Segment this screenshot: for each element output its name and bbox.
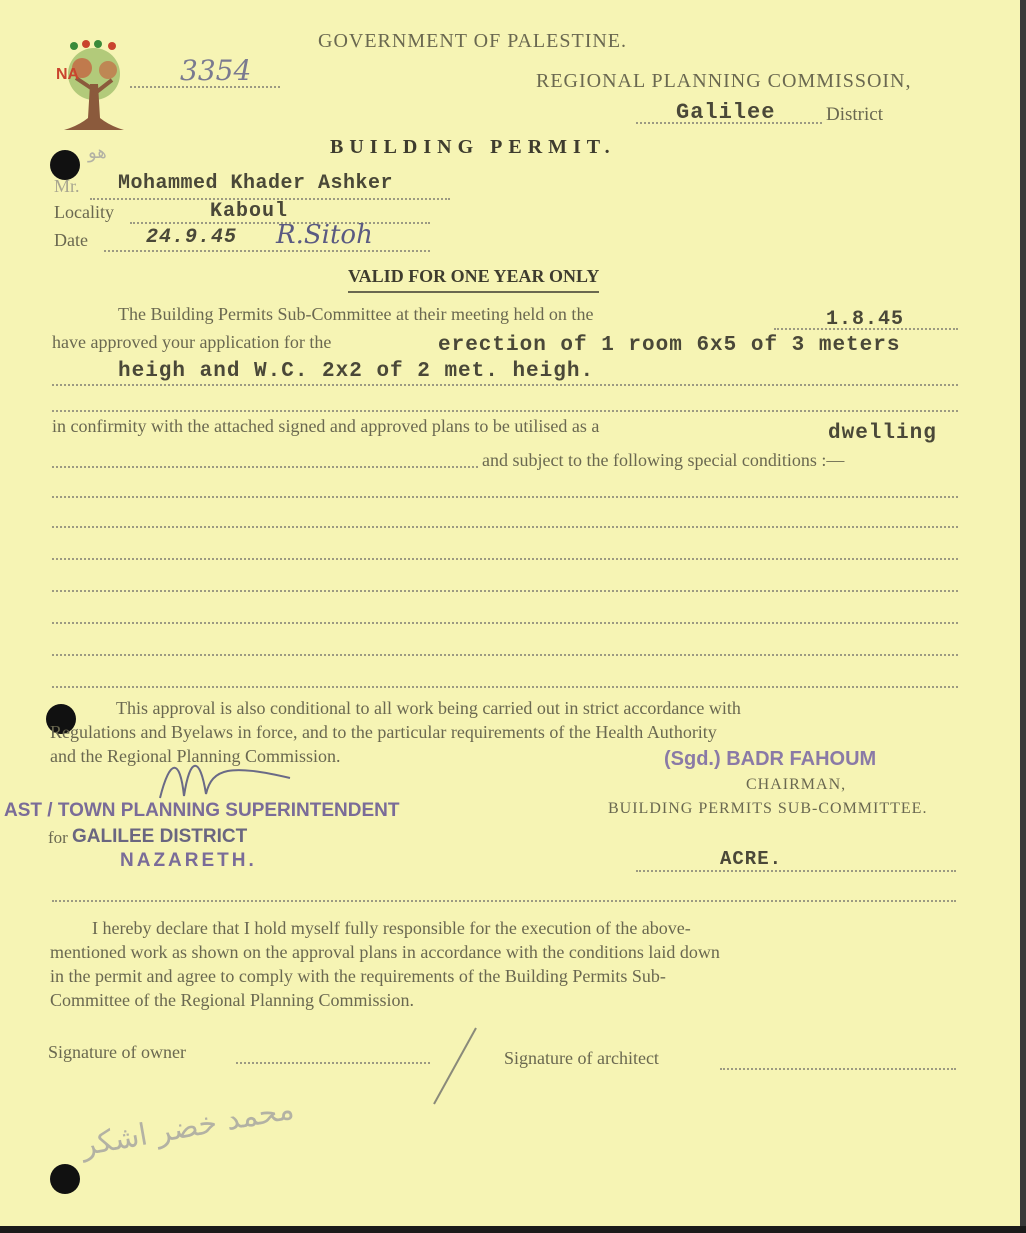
superintendent-stamp-line-3: NAZARETH. bbox=[120, 850, 257, 871]
meeting-date: 1.8.45 bbox=[826, 308, 905, 331]
district-value: Galilee bbox=[676, 100, 776, 125]
scan-edge-bottom bbox=[0, 1226, 1026, 1233]
condition-line bbox=[52, 526, 958, 528]
arabic-note: هو bbox=[88, 142, 107, 163]
owner-signature-line bbox=[236, 1062, 430, 1064]
use-value: dwelling bbox=[828, 422, 937, 445]
locality-value: Kaboul bbox=[210, 200, 289, 223]
superintendent-stamp-line-1: AST / TOWN PLANNING SUPERINTENDENT bbox=[4, 800, 400, 821]
committee-name: BUILDING PERMITS SUB-COMMITTEE. bbox=[608, 800, 928, 817]
place-line bbox=[636, 870, 956, 872]
architect-signature-line bbox=[720, 1068, 956, 1070]
punch-hole-bottom bbox=[50, 1164, 80, 1194]
declaration-line-4: Committee of the Regional Planning Commission. bbox=[50, 990, 414, 1010]
application-underline-1 bbox=[52, 384, 958, 386]
chairman-place: ACRE. bbox=[720, 848, 783, 870]
chairman-stamp: (Sgd.) BADR FAHOUM bbox=[664, 748, 877, 770]
superintendent-signature bbox=[150, 748, 300, 808]
conditions-text: and subject to the following special conditions :— bbox=[482, 450, 845, 470]
logo-text: NA bbox=[56, 66, 80, 83]
name-prefix: Mr. bbox=[54, 176, 80, 196]
locality-label: Locality bbox=[54, 202, 114, 222]
declaration-line-3: in the permit and agree to comply with the requirements of the Building Permits Sub- bbox=[50, 966, 666, 986]
approval-line-3: and the Regional Planning Commission. bbox=[50, 746, 341, 766]
superintendent-for: for bbox=[48, 828, 68, 847]
condition-line bbox=[52, 622, 958, 624]
condition-line bbox=[52, 558, 958, 560]
date-signature: R.Sitoh bbox=[276, 220, 373, 250]
application-line-1: erection of 1 room 6x5 of 3 meters bbox=[438, 334, 901, 357]
condition-line bbox=[52, 496, 958, 498]
date-value: 24.9.45 bbox=[146, 226, 238, 249]
architect-signature-label: Signature of architect bbox=[504, 1048, 659, 1068]
district-label: District bbox=[826, 104, 883, 125]
declaration-line-2: mentioned work as shown on the approval plans in accordance with the conditions laid down bbox=[50, 942, 720, 962]
application-underline-2 bbox=[52, 410, 958, 412]
application-line-2: heigh and W.C. 2x2 of 2 met. heigh. bbox=[118, 360, 595, 383]
date-label: Date bbox=[54, 230, 88, 250]
permit-title: BUILDING PERMIT. bbox=[330, 136, 616, 158]
applicant-name: Mohammed Khader Ashker bbox=[118, 172, 394, 195]
commission-heading: REGIONAL PLANNING COMMISSOIN, bbox=[536, 70, 912, 92]
date-line bbox=[104, 250, 430, 252]
approval-line-2: Regulations and Byelaws in force, and to the particular requirements of the Health Authority bbox=[50, 722, 717, 742]
validity-notice: VALID FOR ONE YEAR ONLY bbox=[348, 266, 599, 293]
file-number-line bbox=[130, 86, 280, 88]
condition-line bbox=[52, 590, 958, 592]
approved-text: have approved your application for the bbox=[52, 332, 332, 352]
family-tree-logo-icon bbox=[54, 40, 134, 136]
condition-line bbox=[52, 654, 958, 656]
condition-line bbox=[52, 686, 958, 688]
conformity-text: in confirmity with the attached signed and approved plans to be utilised as a bbox=[52, 416, 600, 436]
owner-arabic-signature: محمد خضر اشكر bbox=[78, 1091, 297, 1164]
conditions-leader bbox=[52, 466, 478, 468]
approval-line-1: This approval is also conditional to all work being carried out in strict accordance with bbox=[116, 698, 741, 718]
chairman-title: CHAIRMAN, bbox=[746, 776, 847, 793]
signature-divider-slash bbox=[430, 1026, 480, 1106]
superintendent-stamp-line-2: GALILEE DISTRICT bbox=[72, 826, 248, 847]
owner-signature-label: Signature of owner bbox=[48, 1042, 186, 1062]
separator-line bbox=[52, 900, 956, 902]
declaration-line-1: I hereby declare that I hold myself fully responsible for the execution of the above- bbox=[92, 918, 691, 938]
government-heading: GOVERNMENT OF PALESTINE. bbox=[318, 30, 628, 52]
meeting-text: The Building Permits Sub-Committee at their meeting held on the bbox=[118, 304, 594, 324]
file-number: 3354 bbox=[180, 54, 252, 87]
scan-edge-right bbox=[1020, 0, 1026, 1233]
